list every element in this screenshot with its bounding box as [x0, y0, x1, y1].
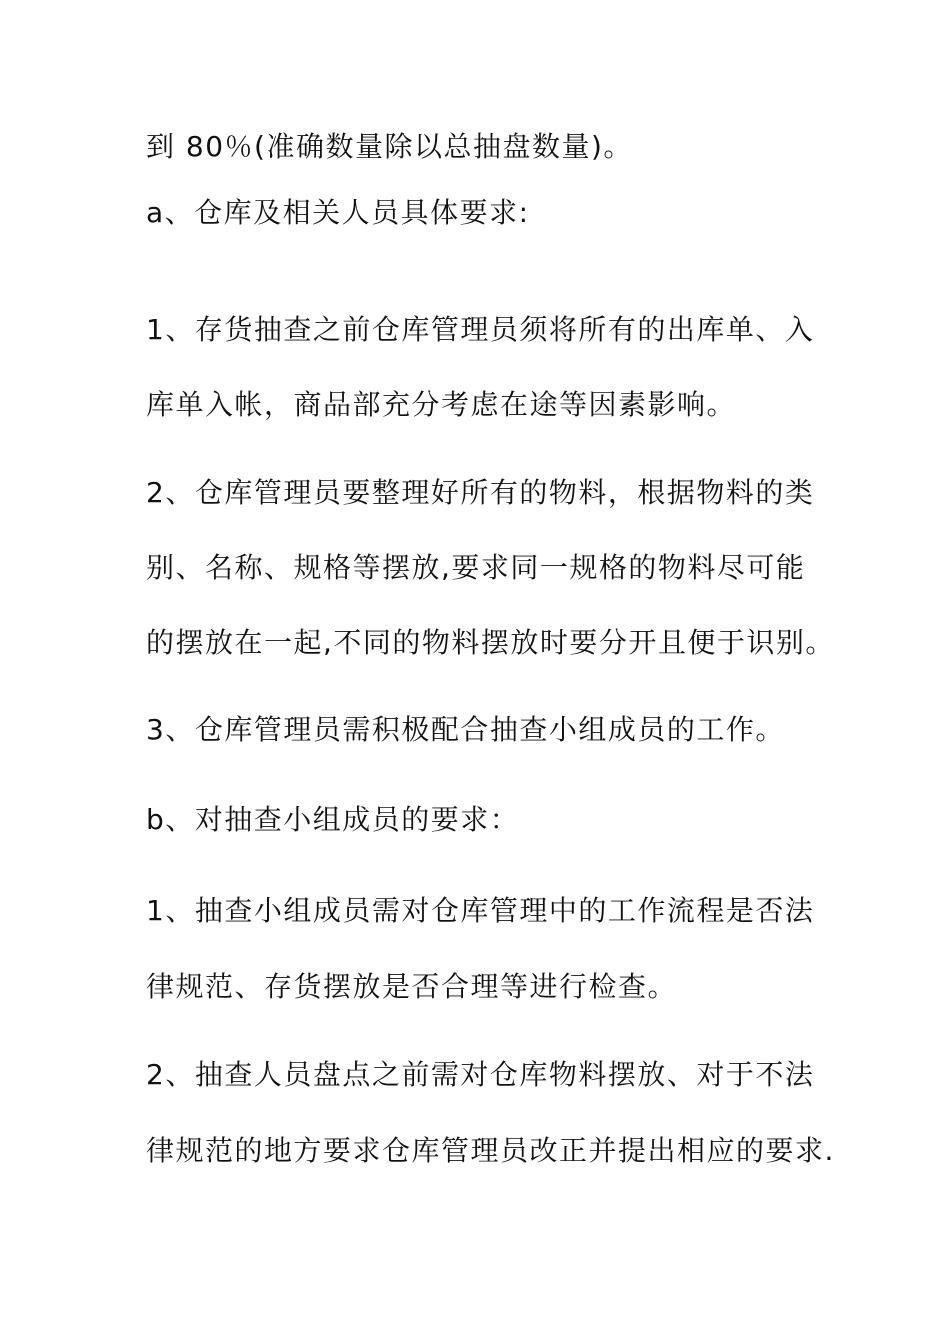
section-heading-b: b、对抽查小组成员的要求： [146, 803, 520, 836]
text-line: 3、仓库管理员需积极配合抽查小组成员的工作。 [146, 713, 785, 746]
text-line: 到 80％(准确数量除以总抽盘数量)。 [146, 130, 633, 163]
text-line: 2、仓库管理员要整理好所有的物料，根据物料的类 [146, 476, 815, 509]
text-line: 1、存货抽查之前仓库管理员须将所有的出库单、入 [146, 313, 815, 346]
text-line: 的摆放在一起,不同的物料摆放时要分开且便于识别。 [146, 626, 835, 659]
text-line: 律规范的地方要求仓库管理员改正并提出相应的要求. [146, 1134, 835, 1167]
text-line: 1、抽查小组成员需对仓库管理中的工作流程是否法 [146, 894, 815, 927]
text-line: 库单入帐，商品部充分考虑在途等因素影响。 [146, 388, 737, 421]
text-line: 律规范、存货摆放是否合理等进行检查。 [146, 970, 678, 1003]
text-line: 别、名称、规格等摆放,要求同一规格的物料尽可能 [146, 551, 806, 584]
section-heading-a: a、仓库及相关人员具体要求: [146, 196, 530, 229]
text-line: 2、抽查人员盘点之前需对仓库物料摆放、对于不法 [146, 1058, 815, 1091]
